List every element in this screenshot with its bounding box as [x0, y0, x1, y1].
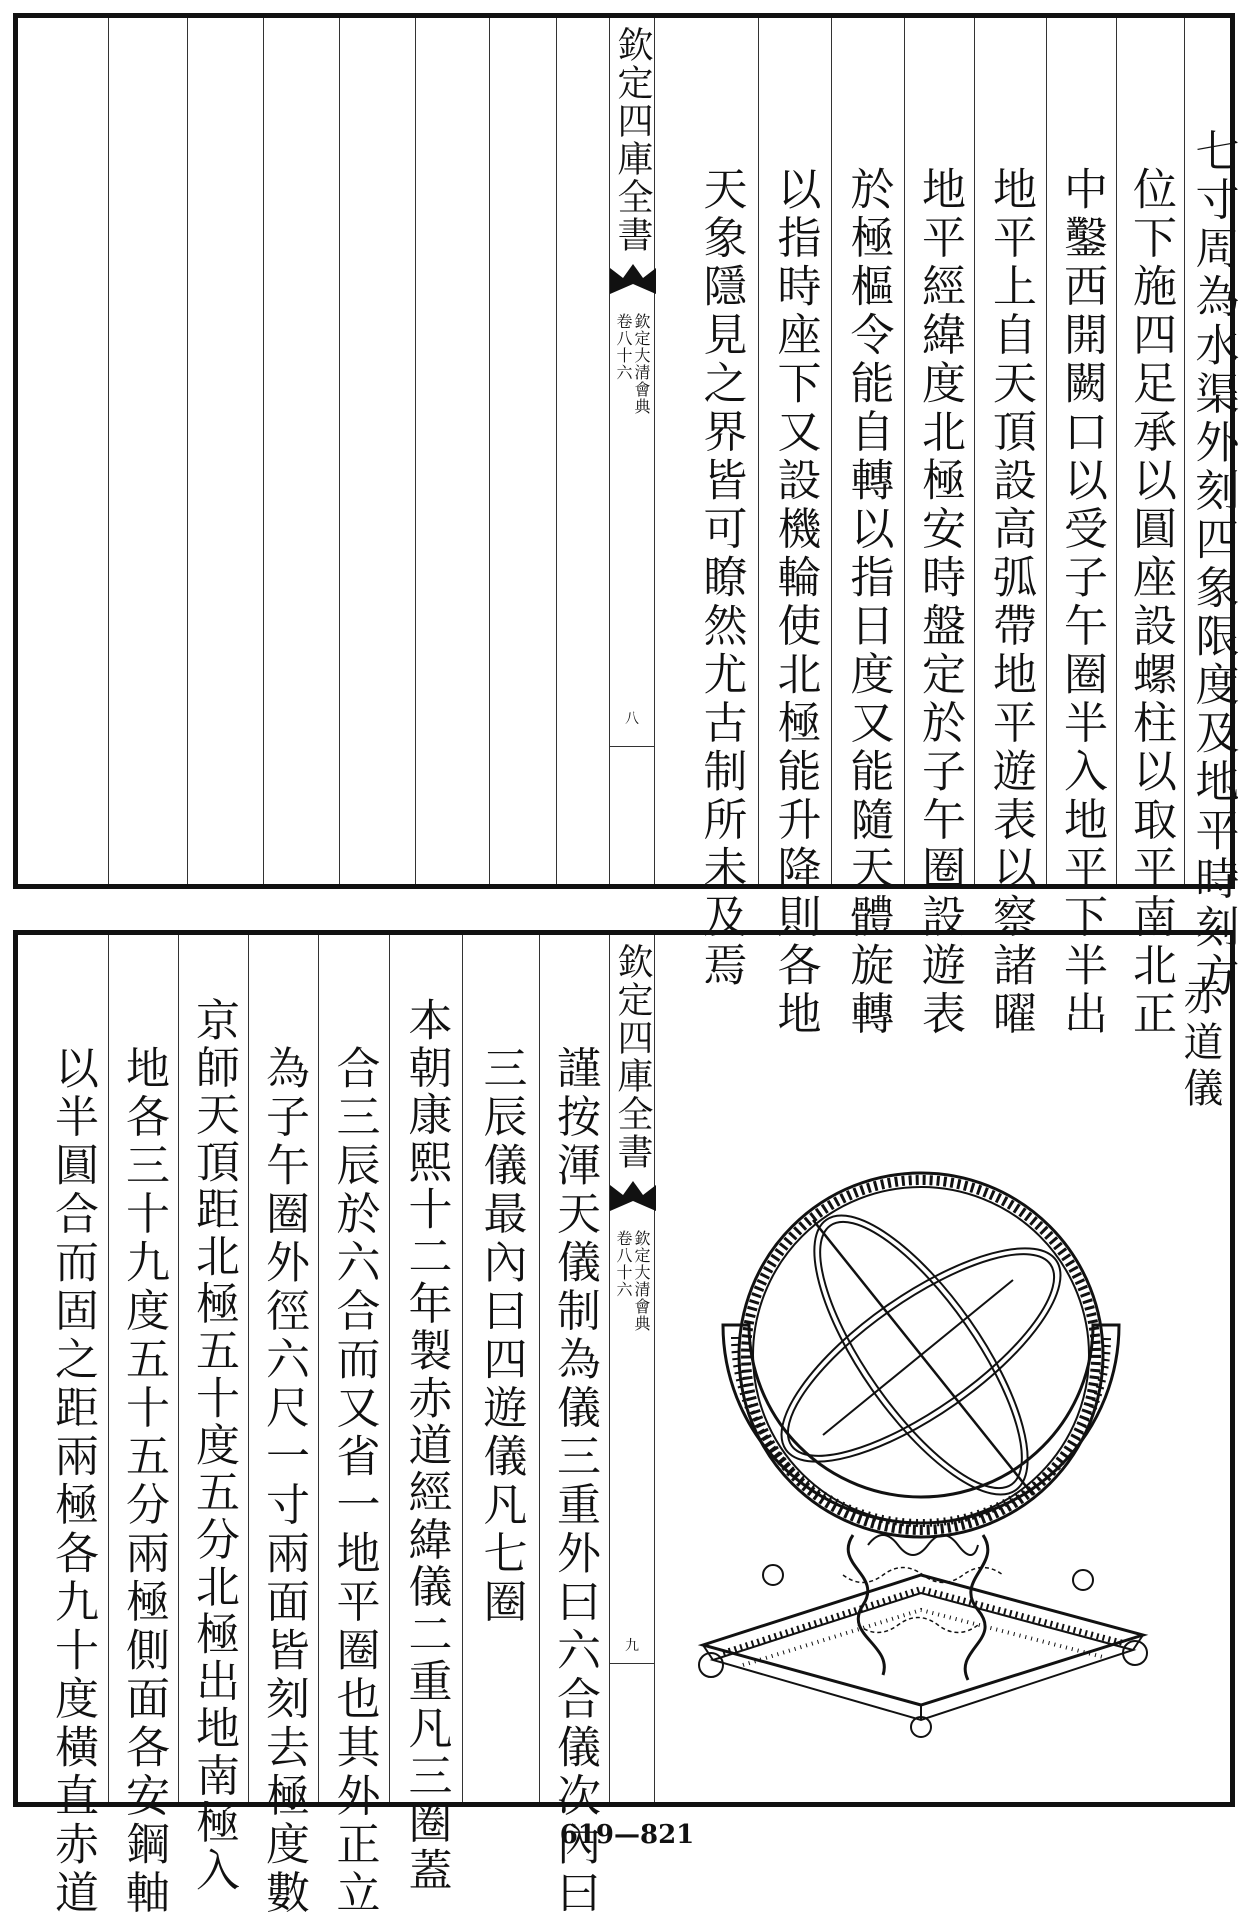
- center-title: [610, 26, 654, 254]
- page-number: 619—821: [559, 1820, 695, 1850]
- text-column: 為子午圈外徑六尺一寸兩面皆刻去極度數: [258, 1045, 309, 1918]
- text-column: 謹按渾天儀制為儀三重外曰六合儀次內曰: [549, 1045, 600, 1918]
- top-page: [13, 13, 1239, 1039]
- fishtail-mark-icon: [610, 264, 656, 294]
- center-title: [610, 943, 654, 1171]
- text-column: 地平上自天頂設高弧帶地平遊表以察諸曜: [985, 166, 1036, 1039]
- center-title-text: 欽定四庫全書: [612, 26, 653, 254]
- juan-label: 卷八十六: [614, 313, 633, 381]
- center-fold-strip: [609, 18, 655, 884]
- text-column: 以半圓合而固之距兩極各九十度橫直赤道: [47, 1045, 98, 1918]
- center-fold-strip: [609, 935, 655, 1802]
- book-title-block: [610, 313, 654, 415]
- book-title: 欽定大清會典: [632, 1230, 651, 1332]
- text-column: 本朝康熙十二年製赤道經緯儀二重凡三圈蓋: [400, 997, 452, 1894]
- text-column: 地平經緯度北極安時盤定於子午圈設遊表: [914, 166, 965, 1039]
- illustration-title: 赤道儀: [1177, 975, 1223, 1113]
- text-column: 地各三十九度五十五分兩極側面各安鋼軸: [118, 1045, 169, 1918]
- fishtail-mark-icon: [610, 1181, 656, 1211]
- equatorial-armillary-sphere-icon: [683, 1105, 1173, 1745]
- book-title-block: [610, 1230, 654, 1332]
- text-column: 合三辰於六合而又省一地平圈也其外正立: [328, 1045, 380, 1918]
- text-column: 以指時座下又設機輪使北極能升降則各地: [769, 166, 821, 1039]
- text-column: 三辰儀最內曰四遊儀凡七圈: [475, 1045, 527, 1627]
- text-column: 中鑿西開闕口以受子午圈半入地平下半出: [1056, 166, 1107, 1039]
- text-column: 位下施四足承以圓座設螺柱以取平南北正: [1125, 166, 1176, 1039]
- book-title: 欽定大清會典: [632, 313, 651, 415]
- center-title-text: 欽定四庫全書: [612, 943, 653, 1171]
- folio-number: 九: [625, 1638, 639, 1654]
- text-column: 京師天頂距北極五十度五分北極出地南極入: [188, 997, 239, 1894]
- folio-number: 八: [625, 711, 639, 727]
- text-column: 於極樞令能自轉以指日度又能隨天體旋轉: [842, 166, 894, 1039]
- text-column: 七寸周為水渠外刻四象限度及地平時刻方: [1187, 128, 1239, 1001]
- text-column: 天象隱見之界皆可瞭然尤古制所未及焉: [695, 166, 747, 991]
- juan-label: 卷八十六: [614, 1230, 633, 1298]
